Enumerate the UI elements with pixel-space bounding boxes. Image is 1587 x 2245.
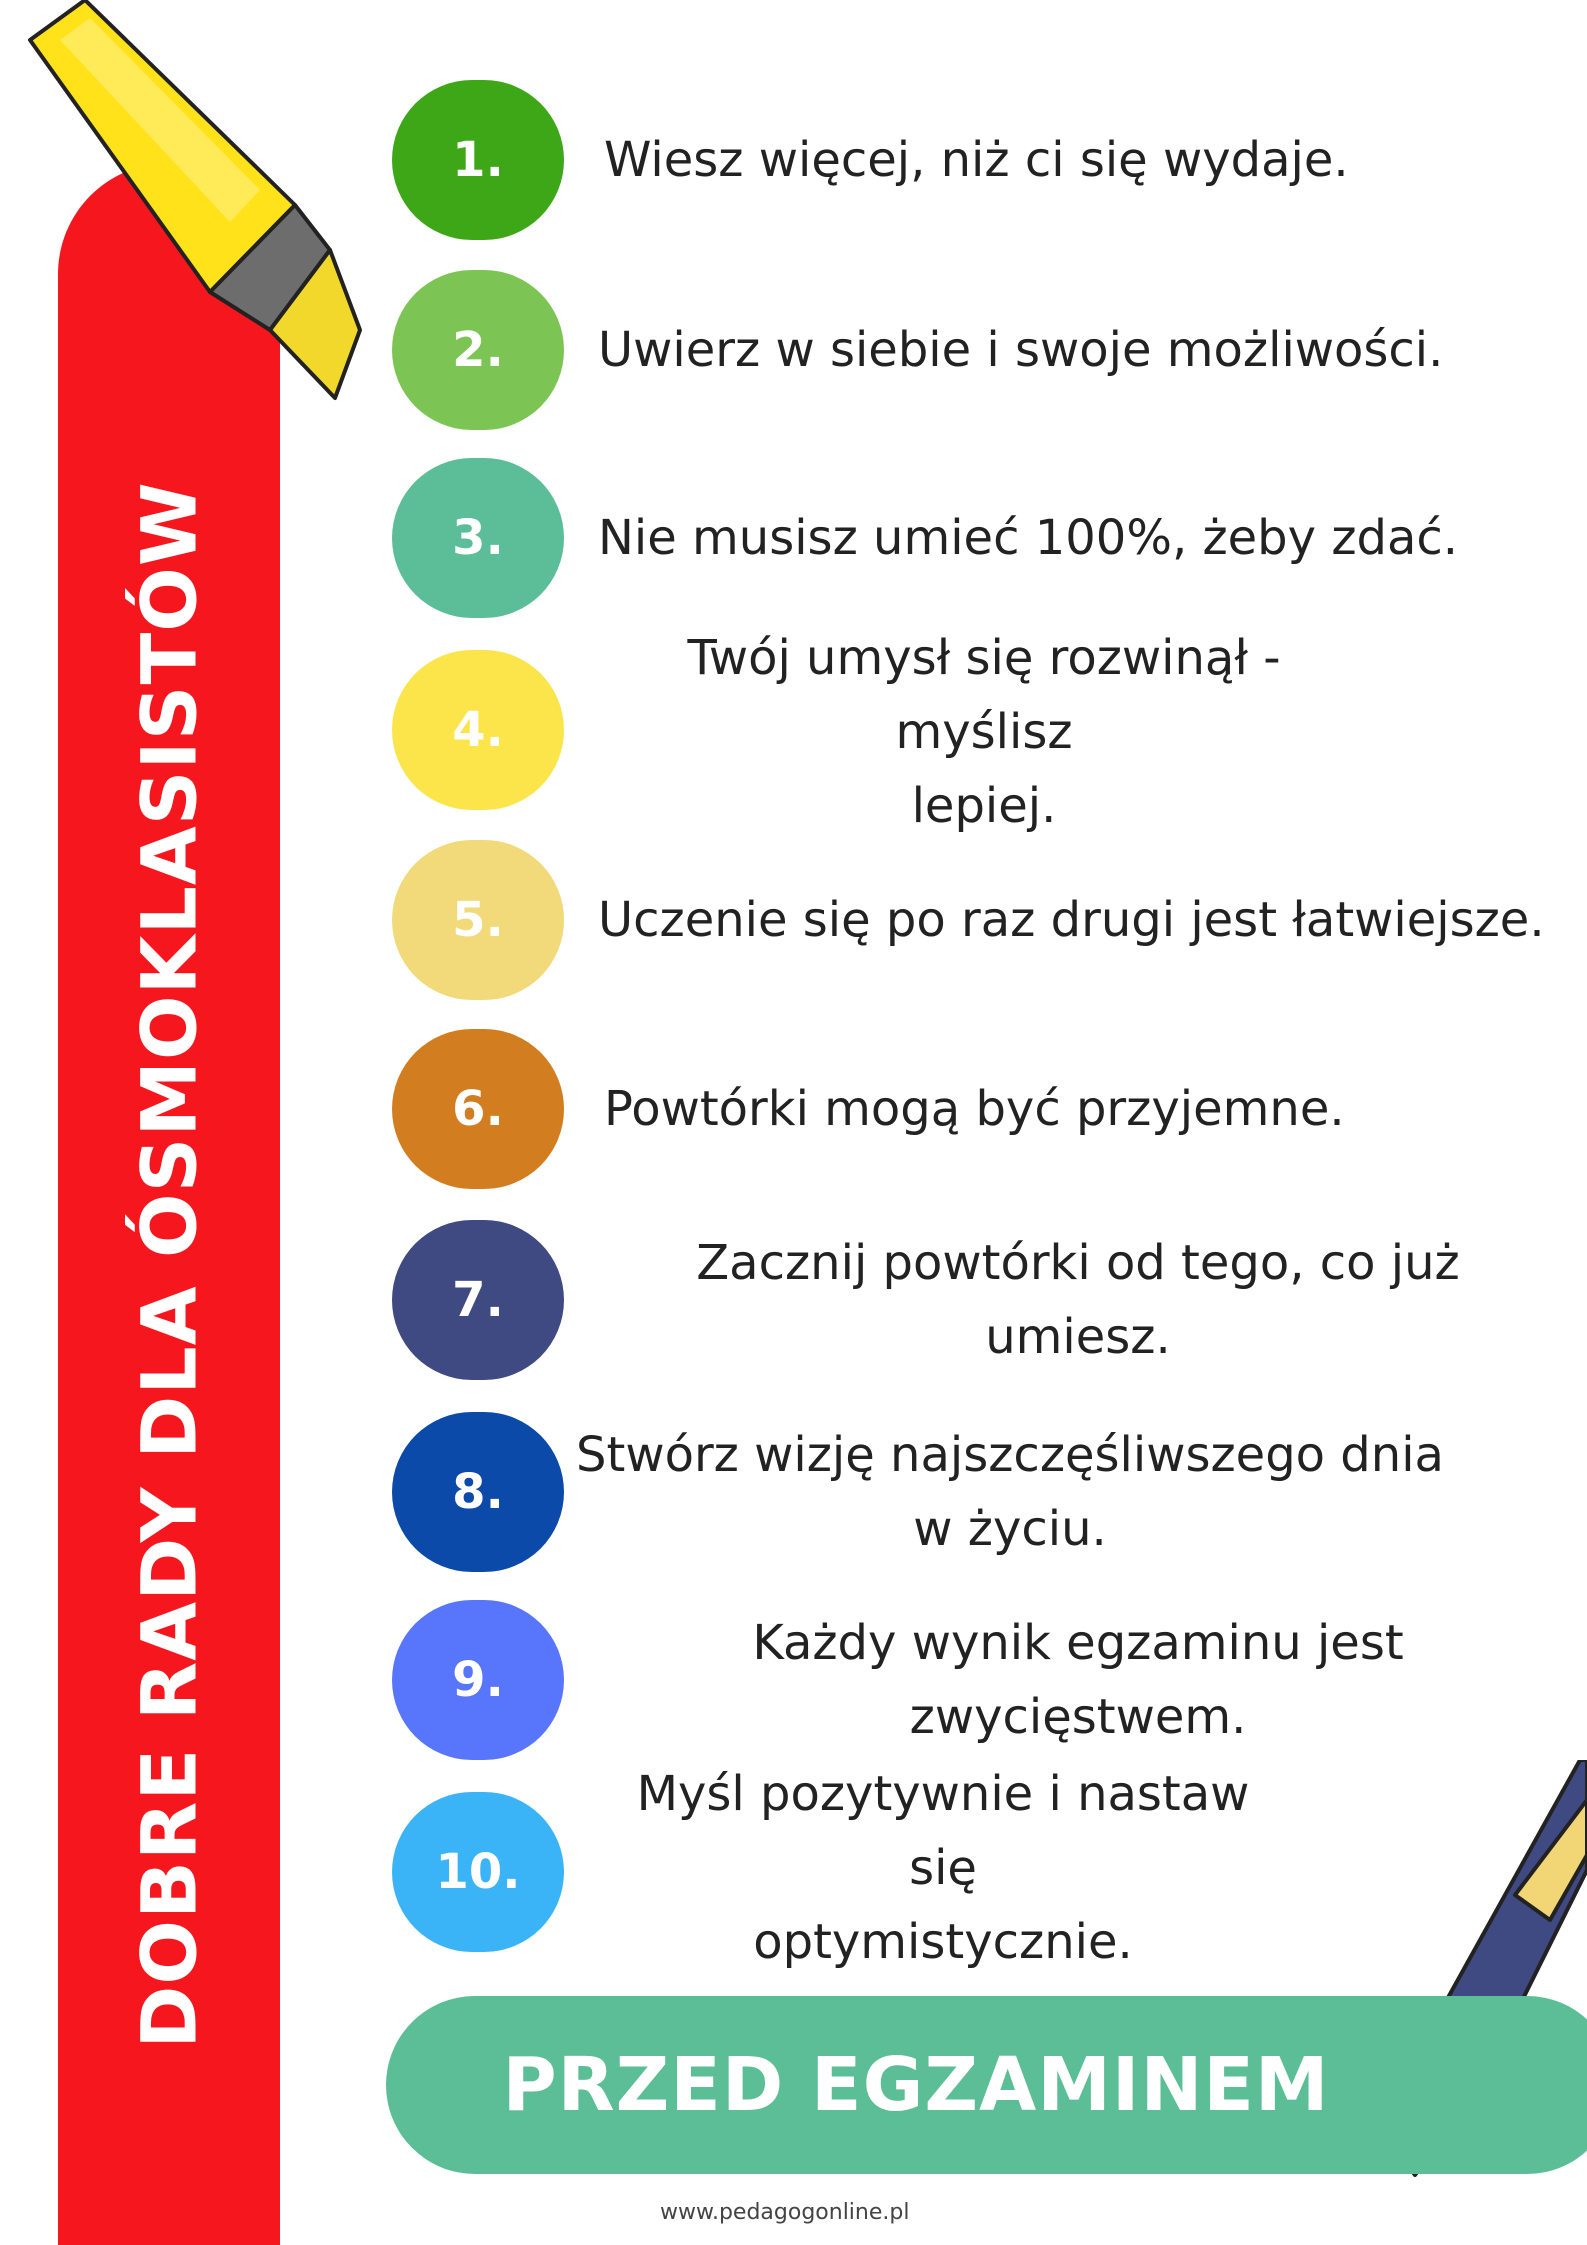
tip-text (598, 630, 1370, 834)
tip-number-badge: 4. (392, 650, 564, 810)
tip-text-line: w życiu. (913, 1501, 1107, 1557)
tip-text-line: Zacznij powtórki od tego, co już umiesz. (696, 1235, 1460, 1365)
tip-text-line: Każdy wynik egzaminu jest zwycięstwem. (752, 1615, 1404, 1745)
tip-number-badge: 8. (392, 1412, 564, 1572)
tip-text (604, 1029, 1564, 1189)
tip-number-badge: 5. (392, 840, 564, 1000)
tip-number-badge: 9. (392, 1600, 564, 1760)
tip-text (598, 458, 1558, 618)
exam-banner (386, 1996, 1587, 2174)
tip-text (570, 1418, 1450, 1566)
tip-text (598, 1600, 1558, 1760)
tip-text-line: optymistycznie. (753, 1914, 1133, 1970)
tip-text (598, 1766, 1288, 1970)
banner-label: PRZED EGZAMINEM (502, 2042, 1330, 2128)
tip-text-line: Twój umysł się rozwinął - myślisz (687, 630, 1281, 760)
tip-text-line: Nie musisz umieć 100%, żeby zdać. (598, 510, 1459, 566)
tip-text-line: Uczenie się po raz drugi jest łatwiejsze. (598, 892, 1545, 948)
tip-number-badge: 6. (392, 1029, 564, 1189)
tip-text-line: lepiej. (911, 778, 1057, 834)
page-title: DOBRE RADY DLA ÓSMOKLASISTÓW (124, 481, 214, 2049)
tip-number-badge: 7. (392, 1220, 564, 1380)
tip-text (598, 840, 1558, 1000)
tip-number-badge: 2. (392, 270, 564, 430)
tip-text-line: Myśl pozytywnie i nastaw się (636, 1766, 1250, 1896)
tip-text (598, 1220, 1558, 1380)
tip-text (598, 270, 1558, 430)
tip-text-line: Uwierz w siebie i swoje możliwości. (598, 322, 1444, 378)
tip-number-badge: 10. (392, 1792, 564, 1952)
tip-text (604, 80, 1564, 240)
tip-text-line: Powtórki mogą być przyjemne. (604, 1081, 1345, 1137)
highlighter-icon (20, 0, 370, 420)
tip-text-line: Stwórz wizję najszczęśliwszego dnia (576, 1427, 1444, 1483)
tip-number-badge: 1. (392, 80, 564, 240)
tip-number-badge: 3. (392, 458, 564, 618)
footer-url: www.pedagogonline.pl (660, 2200, 910, 2225)
tip-text-line: Wiesz więcej, niż ci się wydaje. (604, 132, 1349, 188)
